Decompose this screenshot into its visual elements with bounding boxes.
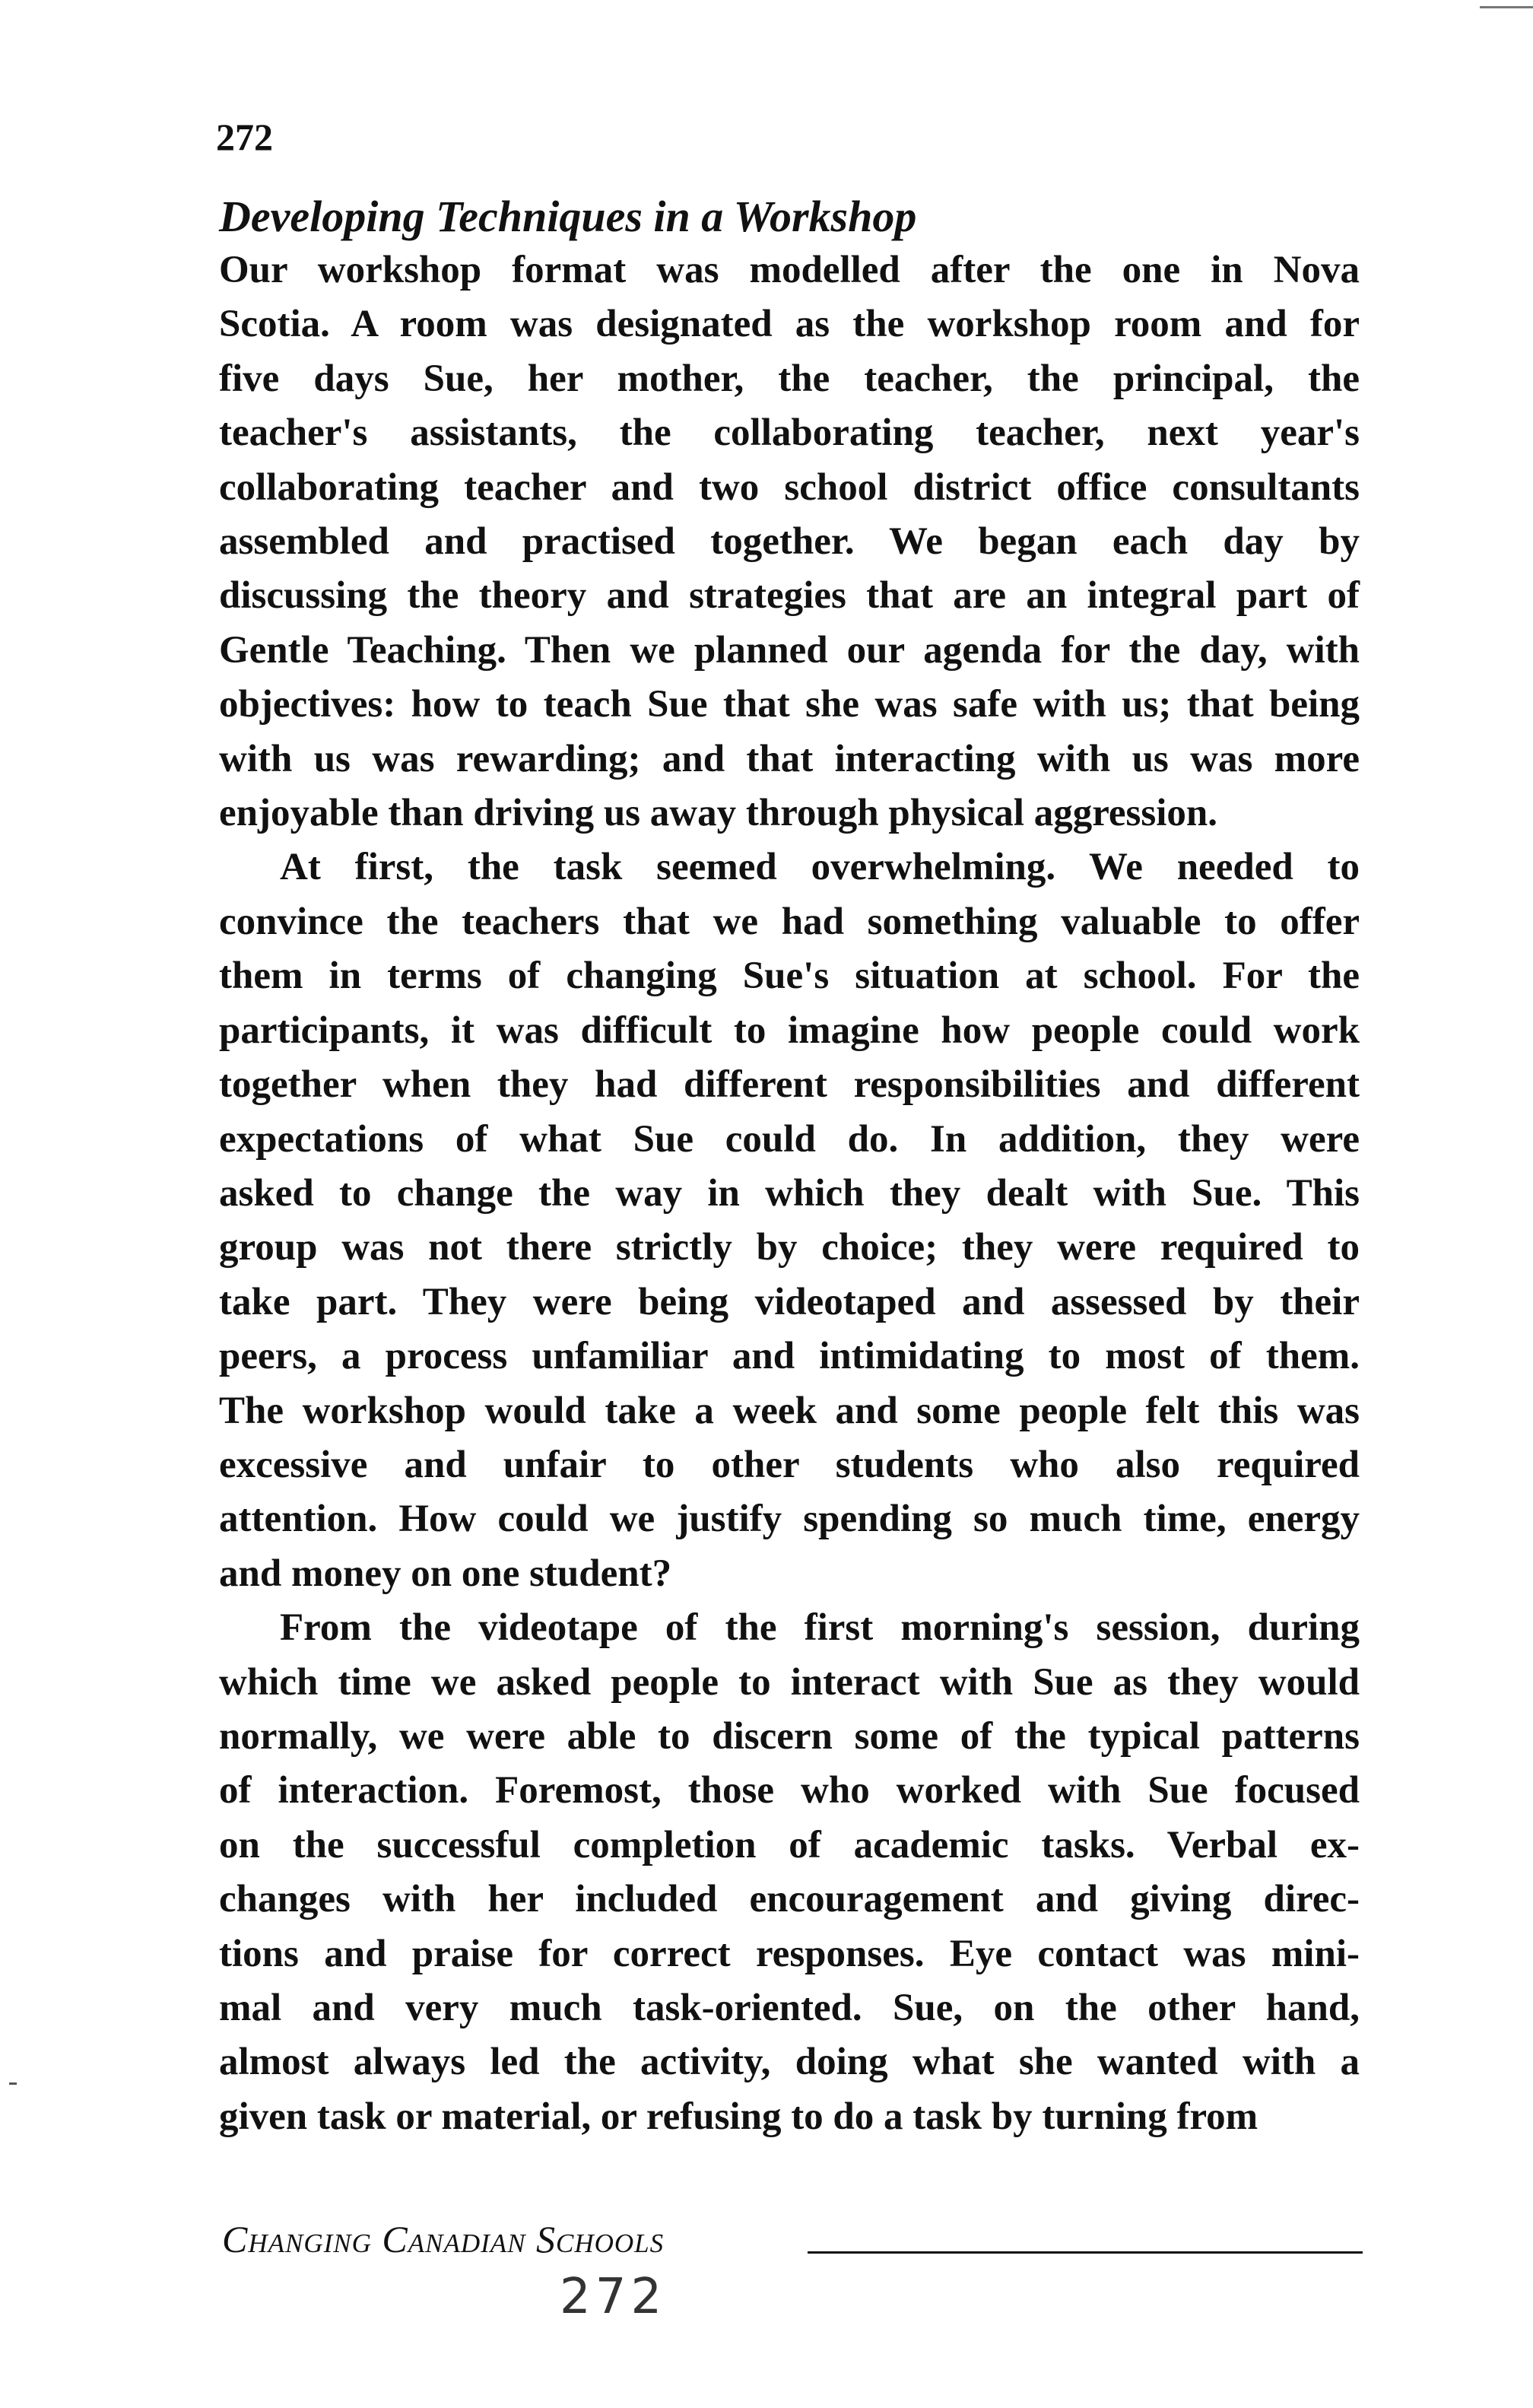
text-line: asked to change the way in which they dealt with Sue. This — [219, 1171, 1360, 1215]
text-line: At first, the task seemed overwhelming. We needed to — [280, 846, 1360, 889]
text-line: Our workshop format was modelled after the one in Nova — [219, 249, 1360, 291]
text-line: of interaction. Foremost, those who worked with Sue focused — [219, 1769, 1360, 1812]
text-line: changes with her included encouragement and giving direc- — [219, 1878, 1360, 1921]
text-line: and money on one student? — [219, 1552, 672, 1595]
paragraph — [219, 1601, 1360, 2144]
body-text — [219, 190, 1360, 2144]
text-line: take part. They were being videotaped and assessed by their — [219, 1280, 1360, 1323]
text-line: From the videotape of the first morning's session, during — [280, 1606, 1360, 1650]
paragraph — [219, 243, 1360, 840]
text-line: together when they had different responsibilities and different — [219, 1063, 1360, 1107]
text-line: The workshop would take a week and some people felt this was — [219, 1389, 1360, 1432]
text-line: expectations of what Sue could do. In addition, they were — [219, 1117, 1360, 1161]
text-line: excessive and unfair to other students who also required — [219, 1443, 1360, 1486]
text-line: Gentle Teaching. Then we planned our agenda for the day, with — [219, 628, 1360, 672]
text-line: almost always led the activity, doing what she wanted with a — [219, 2041, 1360, 2084]
text-line: them in terms of changing Sue's situation at school. For the — [219, 955, 1360, 998]
text-line: given task or material, or refusing to do a task by turning from — [219, 2095, 1258, 2138]
text-line: Scotia. A room was designated as the workshop room and for — [219, 303, 1360, 346]
text-line: objectives: how to teach Sue that she was safe with us; that being — [219, 683, 1360, 726]
text-line: normally, we were able to discern some of the typical patterns — [219, 1714, 1360, 1758]
text-line: peers, a process unfamiliar and intimidating to most of them. — [219, 1335, 1360, 1378]
paragraph — [219, 840, 1360, 1601]
text-line: discussing the theory and strategies that are an integral part of — [219, 574, 1360, 618]
running-footer — [222, 2216, 1363, 2270]
margin-mark — [9, 2082, 17, 2085]
stamped-page-number: 272 — [560, 2269, 667, 2325]
text-line: enjoyable than driving us away through physical aggression. — [219, 792, 1218, 835]
section-heading: Developing Techniques in a Workshop — [219, 192, 917, 241]
text-line: tions and praise for correct responses. Eye contact was mini- — [219, 1932, 1360, 1975]
text-line: five days Sue, her mother, the teacher, the principal, the — [219, 357, 1360, 400]
text-line: convince the teachers that we had something valuable to offer — [219, 900, 1360, 943]
text-line: on the successful completion of academic tasks. Verbal ex- — [219, 1823, 1360, 1866]
footer-rule — [808, 2251, 1363, 2254]
text-line: with us was rewarding; and that interacting with us was more — [219, 737, 1360, 780]
top-edge-rule — [1480, 6, 1533, 8]
text-line: assembled and practised together. We began each day by — [219, 520, 1360, 564]
text-line: attention. How could we justify spending so much time, energy — [219, 1498, 1360, 1541]
text-line: which time we asked people to interact with Sue as they would — [219, 1660, 1360, 1704]
text-line: teacher's assistants, the collaborating teacher, next year's — [219, 411, 1360, 455]
page-number: 272 — [216, 116, 273, 158]
text-line: group was not there strictly by choice; they were required to — [219, 1226, 1360, 1269]
paragraphs-container — [219, 243, 1360, 2144]
text-line: collaborating teacher and two school district office consultants — [219, 465, 1360, 509]
footer-title: Changing Canadian Schools — [222, 2218, 665, 2260]
text-line: mal and very much task-oriented. Sue, on the other hand, — [219, 1987, 1360, 2029]
text-line: participants, it was difficult to imagine how people could work — [219, 1009, 1360, 1052]
